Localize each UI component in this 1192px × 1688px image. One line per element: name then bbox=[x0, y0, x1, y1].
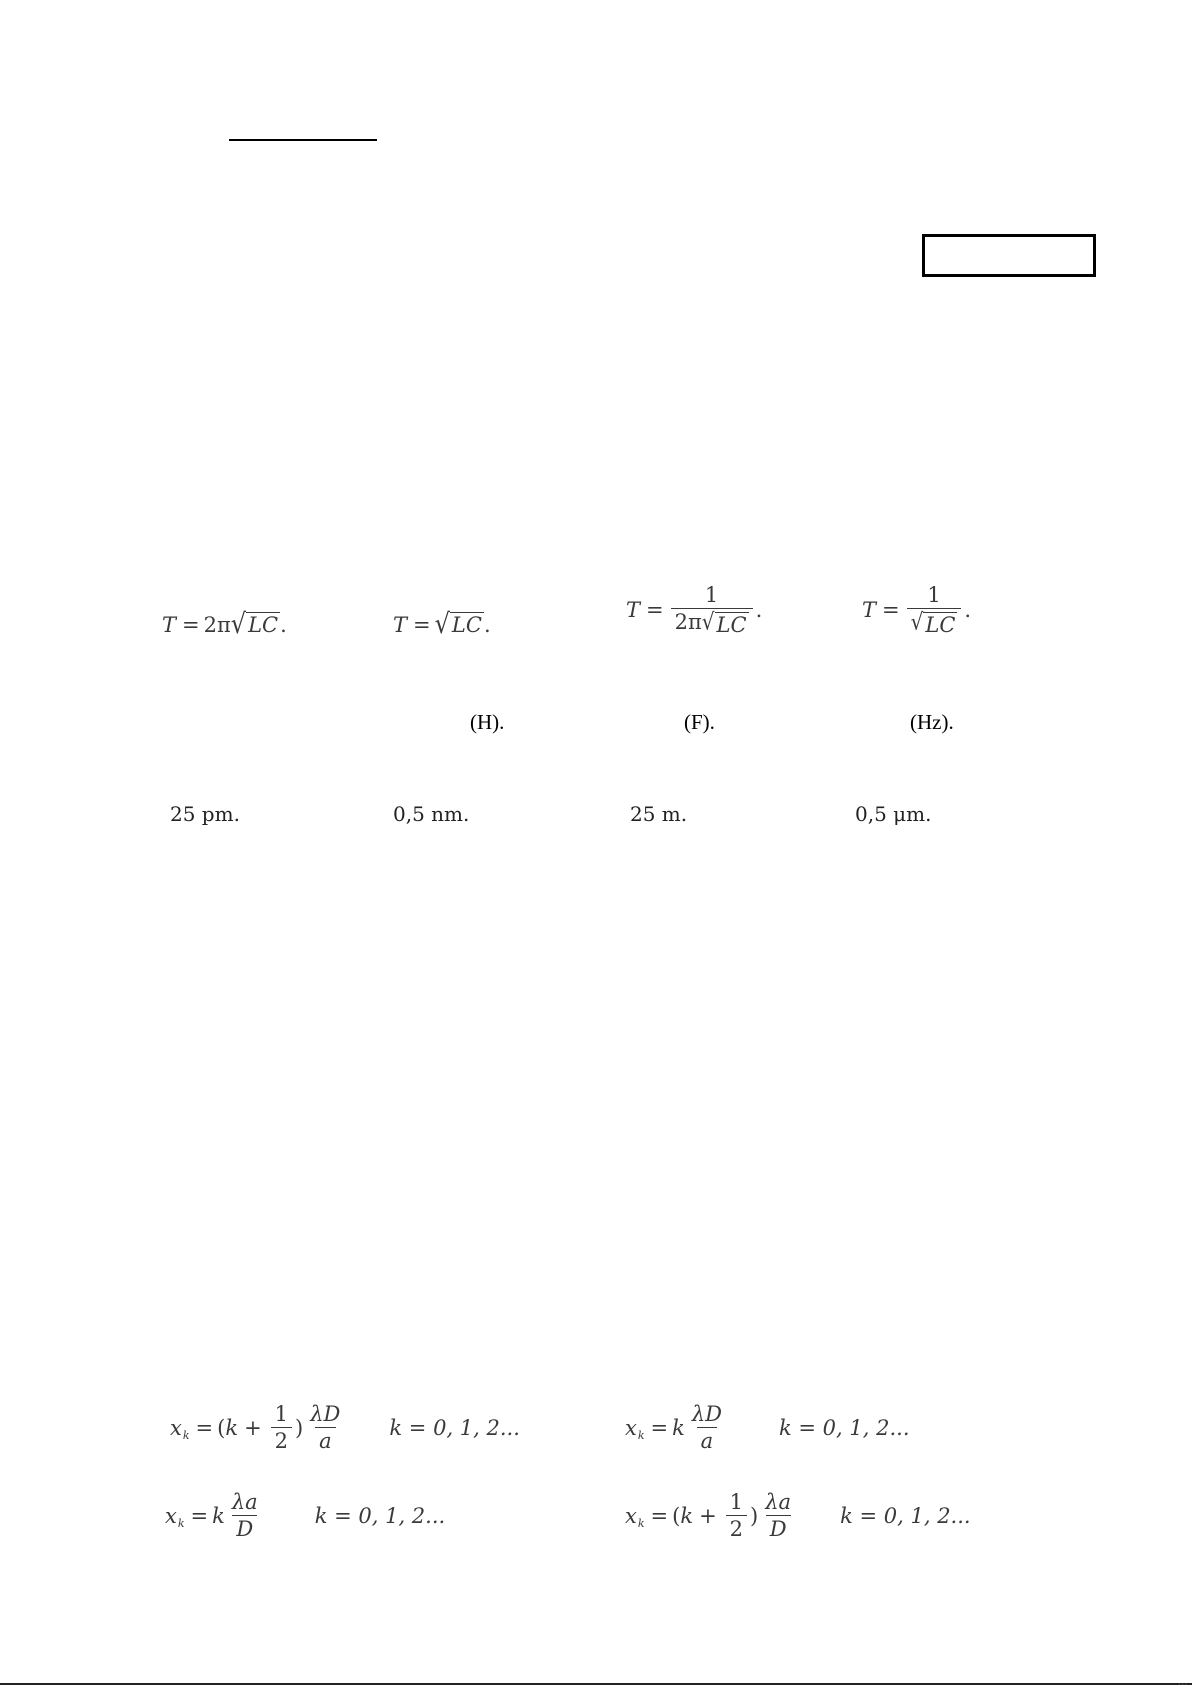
value-option-b: 0,5 nm. bbox=[393, 802, 470, 826]
fringe-formula-d: x k = ( k + $\frac{1}{2}$ ) $\frac{\lambda a}{D}$ k = 0, 1, 2... bbox=[625, 1490, 971, 1542]
fringe-formula-a: x k = ( k + $\frac{1}{2}$ ) $\frac{\lambda D}{a}$ k = 0, 1, 2... bbox=[170, 1402, 520, 1454]
value-option-a: 25 pm. bbox=[170, 802, 240, 826]
formula-option-d: T = 1 √ LC . bbox=[862, 583, 972, 638]
formula-option-c: T = 1 2π √ LC . bbox=[626, 583, 763, 638]
value-option-c: 25 m. bbox=[630, 802, 688, 826]
fringe-formula-c: x k = k $\frac{\lambda a}{D}$ k = 0, 1, 2... bbox=[165, 1490, 446, 1542]
page-corner-mark: ... bbox=[1178, 1677, 1188, 1688]
fringe-formula-b: x k = k $\frac{\lambda D}{a}$ k = 0, 1, 2... bbox=[625, 1402, 910, 1454]
formula-option-a: T = 2π √ LC . bbox=[162, 607, 287, 641]
unit-option-d: (Hz). bbox=[910, 710, 954, 734]
unit-option-b: (H). bbox=[470, 710, 505, 734]
title-underline bbox=[229, 139, 377, 141]
exam-code-box bbox=[922, 234, 1096, 277]
unit-option-c: (F). bbox=[684, 710, 715, 734]
formula-option-b: T = √ LC . bbox=[393, 607, 491, 641]
value-option-d: 0,5 μm. bbox=[855, 802, 932, 826]
